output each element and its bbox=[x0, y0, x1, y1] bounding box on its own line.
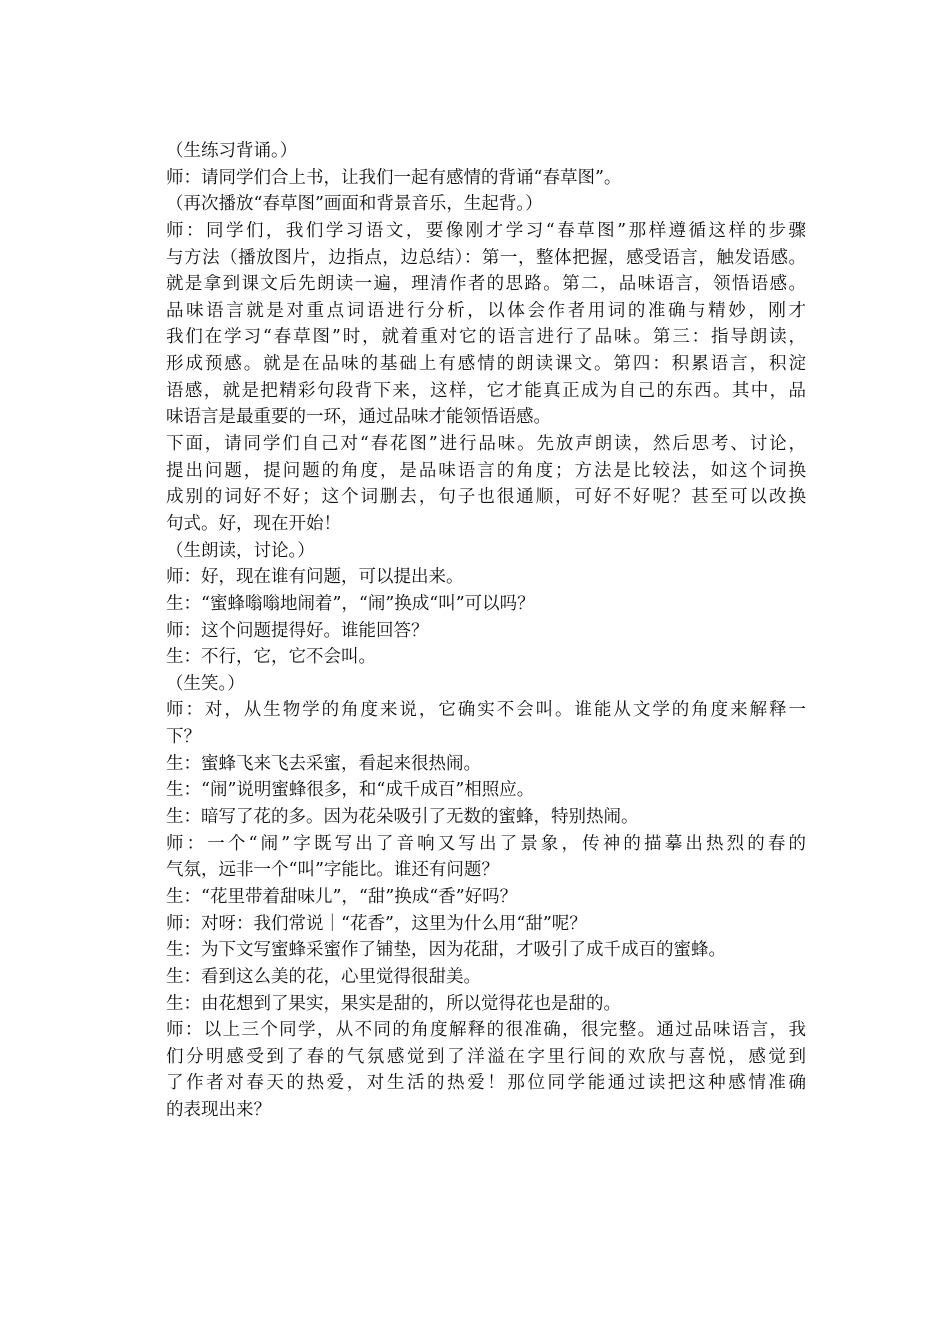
text-line: 我们在学习“春草图”时，就着重对它的语言进行了品味。第三：指导朗读， bbox=[166, 327, 806, 348]
text-line: 语感，就是把精彩句段背下来，这样，它才能真正成为自己的东西。其中，品 bbox=[166, 380, 806, 401]
text-line: 气氛，远非一个“叫”字能比。谁还有问题？ bbox=[166, 860, 499, 881]
text-line: 味语言是最重要的一环，通过品味才能领悟语感。 bbox=[166, 407, 551, 428]
text-line: 下？ bbox=[166, 727, 201, 748]
text-line: 句式。好，现在开始！ bbox=[166, 513, 341, 534]
text-line: 师：这个问题提得好。谁能回答？ bbox=[166, 620, 429, 641]
text-line: 生：暗写了花的多。因为花朵吸引了无数的蜜蜂，特别热闹。 bbox=[166, 807, 639, 828]
text-line: 成别的词好不好；这个词删去，句子也很通顺，可好不好呢？甚至可以改换 bbox=[166, 487, 806, 508]
text-line: 就是拿到课文后先朗读一遍，理清作者的思路。第二，品味语言，领悟语感。 bbox=[166, 274, 806, 295]
text-line: 师：请同学们合上书，让我们一起有感情的背诵“春草图”。 bbox=[166, 167, 622, 188]
document-page bbox=[166, 138, 806, 1124]
text-line: 师：对呀：我们常说｜“花香”，这里为什么用“甜”呢？ bbox=[166, 913, 587, 934]
text-line: 与方法（播放图片，边指点，边总结）：第一，整体把握，感受语言，触发语感。 bbox=[166, 247, 806, 268]
text-line: 师：以上三个同学，从不同的角度解释的很准确，很完整。通过品味语言，我 bbox=[166, 1020, 806, 1041]
text-line: 了作者对春天的热爱，对生活的热爱！那位同学能通过读把这种感情准确 bbox=[166, 1073, 806, 1094]
text-line: 生：看到这么美的花，心里觉得很甜美。 bbox=[166, 966, 481, 987]
text-line: 师：一个“闹”字既写出了音响又写出了景象，传神的描摹出热烈的春的 bbox=[166, 833, 806, 854]
text-line: 的表现出来？ bbox=[166, 1100, 271, 1121]
text-line: 形成预感。就是在品味的基础上有感情的朗读课文。第四：积累语言，积淀 bbox=[166, 354, 806, 375]
text-line: （再次播放“春草图”画面和背景音乐，生起背。） bbox=[166, 194, 543, 215]
text-line: 生：不行，它，它不会叫。 bbox=[166, 647, 376, 668]
text-line: 生：“闹”说明蜜蜂很多，和“成千成百”相照应。 bbox=[166, 780, 535, 801]
text-line: 生：由花想到了果实，果实是甜的，所以觉得花也是甜的。 bbox=[166, 993, 621, 1014]
text-line: 生：“花里带着甜味儿”，“甜”换成“香”好吗？ bbox=[166, 886, 518, 907]
text-line: 们分明感受到了春的气氛感觉到了洋溢在字里行间的欢欣与喜悦，感觉到 bbox=[166, 1046, 806, 1067]
text-line: 生：“蜜蜂嗡嗡地闹着”，“闹”换成“叫”可以吗？ bbox=[166, 593, 535, 614]
text-line: （生练习背诵。） bbox=[166, 141, 298, 161]
text-line: （生朗读，讨论。） bbox=[166, 540, 315, 561]
text-line: （生笑。） bbox=[166, 673, 245, 694]
text-line: 生：为下文写蜜蜂采蜜作了铺垫，因为花甜，才吸引了成千成百的蜜蜂。 bbox=[166, 940, 726, 961]
text-line: 师：同学们，我们学习语文，要像刚才学习“春草图”那样遵循这样的步骤 bbox=[166, 220, 806, 241]
text-line: 提出问题，提问题的角度，是品味语言的角度；方法是比较法，如这个词换 bbox=[166, 460, 806, 481]
text-line: 品味语言就是对重点词语进行分析，以体会作者用词的准确与精妙，刚才 bbox=[166, 300, 806, 321]
text-line: 生：蜜蜂飞来飞去采蜜，看起来很热闹。 bbox=[166, 753, 481, 774]
text-line: 下面，请同学们自己对“春花图”进行品味。先放声朗读，然后思考、讨论， bbox=[166, 434, 806, 455]
text-line: 师：好，现在谁有问题，可以提出来。 bbox=[166, 567, 464, 588]
text-line: 师：对，从生物学的角度来说，它确实不会叫。谁能从文学的角度来解释一 bbox=[166, 700, 806, 721]
